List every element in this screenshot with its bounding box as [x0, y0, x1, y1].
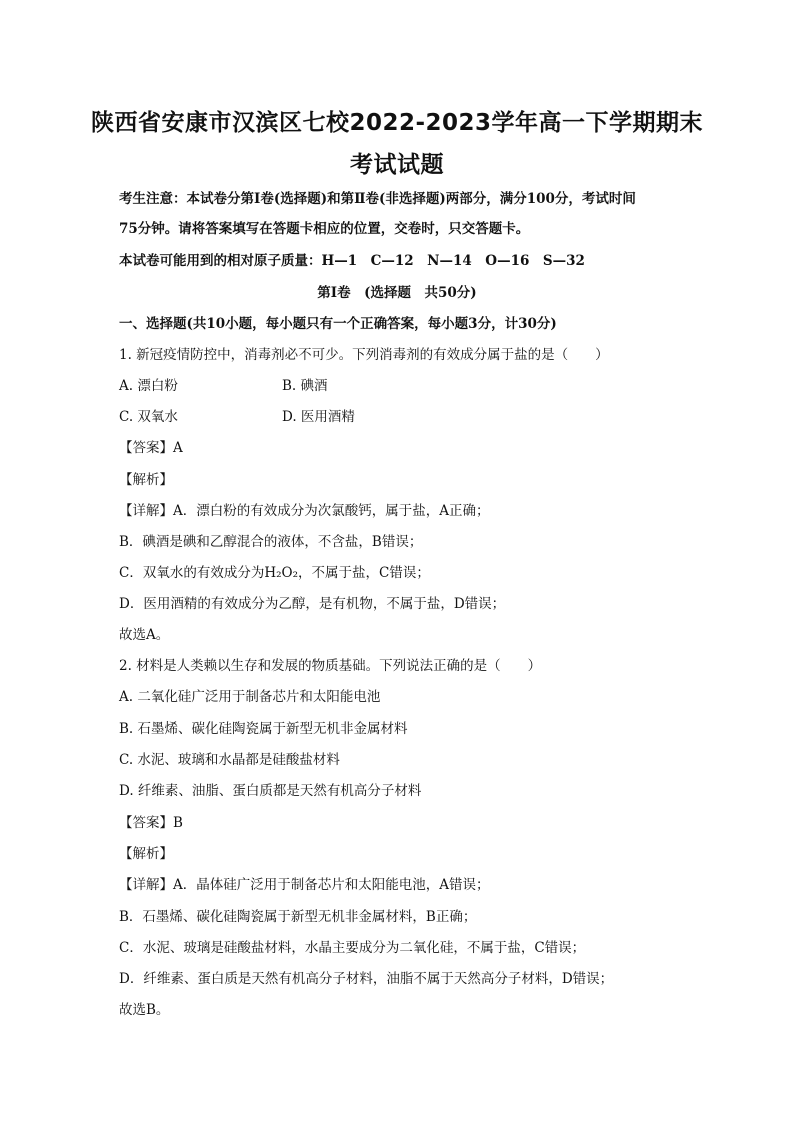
q2-analysis-heading: 【解析】: [119, 846, 173, 862]
q2-option-a: A. 二氧化硅广泛用于制备芯片和太阳能电池: [119, 689, 381, 705]
q1-conclusion: 故选A。: [119, 627, 170, 643]
q1-option-b: B. 碘酒: [282, 378, 328, 394]
q1-detail-a: 【详解】A．漂白粉的有效成分为次氯酸钙，属于盐，A正确；: [119, 503, 490, 519]
q1-detail-b: B．碘酒是碘和乙醇混合的液体，不含盐，B错误；: [119, 534, 423, 550]
section-heading: 一、选择题(共10小题，每小题只有一个正确答案，每小题3分，计30分): [119, 316, 557, 332]
q2-detail-a: 【详解】A．晶体硅广泛用于制备芯片和太阳能电池，A错误；: [119, 877, 490, 893]
q1-stem: 1. 新冠疫情防控中，消毒剂必不可少。下列消毒剂的有效成分属于盐的是（ ）: [119, 347, 609, 363]
q2-option-c: C. 水泥、玻璃和水晶都是硅酸盐材料: [119, 752, 340, 768]
notice-line2: 75分钟。请将答案填写在答题卡相应的位置，交卷时，只交答题卡。: [119, 221, 530, 237]
q1-detail-d: D．医用酒精的有效成分为乙醇，是有机物，不属于盐，D错误；: [119, 596, 506, 612]
page-title: 陕西省安康市汉滨区七校2022-2023学年高一下学期期末: [90, 110, 704, 136]
q2-option-d: D. 纤维素、油脂、蛋白质都是天然有机高分子材料: [119, 783, 422, 799]
q1-answer: 【答案】A: [119, 440, 183, 456]
notice-line1: 考生注意：本试卷分第Ⅰ卷(选择题)和第Ⅱ卷(非选择题)两部分，满分100分，考试时间: [119, 191, 636, 207]
volume-heading: 第Ⅰ卷 (选择题 共50分): [317, 285, 477, 301]
q2-answer: 【答案】B: [119, 815, 183, 831]
q1-analysis-heading: 【解析】: [119, 472, 173, 488]
q2-detail-c: C．水泥、玻璃是硅酸盐材料，水晶主要成分为二氧化硅，不属于盐，C错误；: [119, 940, 586, 956]
q1-detail-c: C．双氧水的有效成分为H₂O₂，不属于盐，C错误；: [119, 565, 430, 581]
q1-option-d: D. 医用酒精: [282, 409, 355, 425]
q2-stem: 2. 材料是人类赖以生存和发展的物质基础。下列说法正确的是（ ）: [119, 658, 542, 674]
q1-option-a: A. 漂白粉: [119, 378, 178, 394]
q2-detail-b: B．石墨烯、碳化硅陶瓷属于新型无机非金属材料，B正确；: [119, 909, 477, 925]
q2-conclusion: 故选B。: [119, 1002, 170, 1018]
q1-option-c: C. 双氧水: [119, 409, 178, 425]
page-title-line2: 考试试题: [350, 152, 444, 178]
q2-detail-d: D．纤维素、蛋白质是天然有机高分子材料，油脂不属于天然高分子材料，D错误；: [119, 971, 614, 987]
q1-options-row1: [119, 374, 328, 394]
q1-options-row2: [119, 405, 355, 425]
q2-option-b: B. 石墨烯、碳化硅陶瓷属于新型无机非金属材料: [119, 721, 408, 737]
atomic-mass-note: 本试卷可能用到的相对原子质量：H—1 C—12 N—14 O—16 S—32: [119, 253, 585, 269]
